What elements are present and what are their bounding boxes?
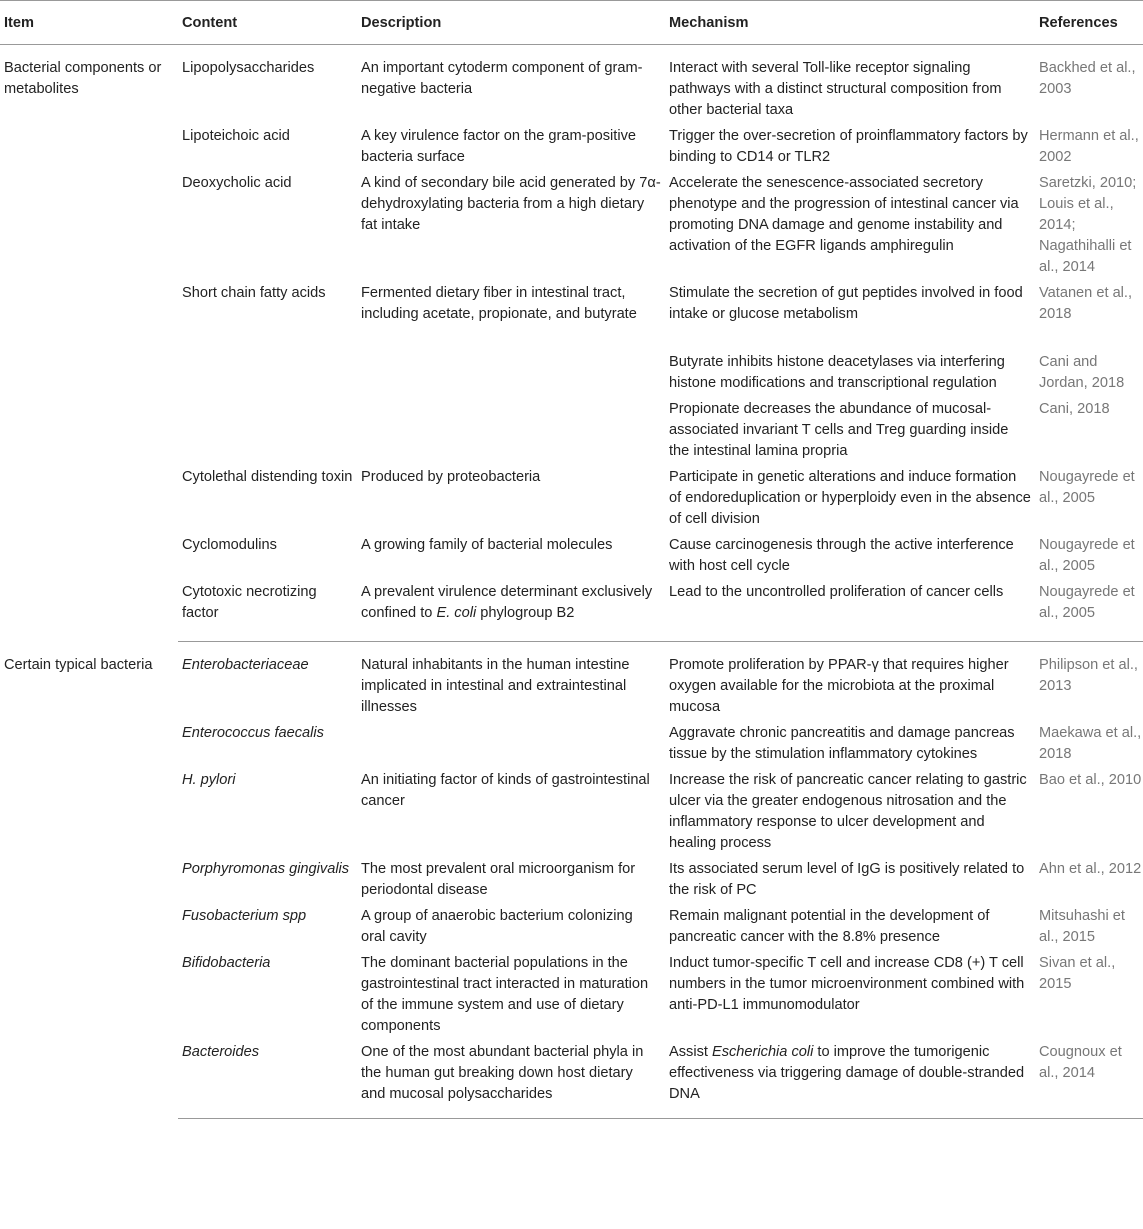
content-cell: Short chain fatty acids: [182, 285, 326, 301]
reference-cell: Cani, 2018: [1039, 401, 1110, 417]
reference-cell: Nougayrede et al., 2005: [1035, 579, 1143, 642]
description-cell: The most prevalent oral microorganism for periodontal disease: [361, 861, 636, 898]
content-cell: Lipopolysaccharides: [182, 60, 315, 76]
reference-cell: Hermann et al., 2002: [1039, 128, 1139, 165]
mechanism-text: Assist: [669, 1044, 712, 1060]
mechanism-cell: Interact with several Toll-like receptor signaling pathways with a distinct structural composition from other bacterial taxa: [669, 60, 1002, 118]
content-cell: Cytolethal distending toxin: [182, 469, 353, 485]
reference-cell: Backhed et al., 2003: [1039, 60, 1136, 97]
description-cell: One of the most abundant bacterial phyla in the human gut breaking down host dietary and mucosal polysaccharides: [357, 1039, 665, 1119]
description-cell: A kind of secondary bile acid generated by 7α-dehydroxylating bacteria from a high dietary fat intake: [361, 175, 661, 233]
content-cell: Bifidobacteria: [182, 955, 271, 971]
reference-cell: Saretzki, 2010; Louis et al., 2014; Nagathihalli et al., 2014: [1039, 175, 1137, 275]
reference-cell: Cougnoux et al., 2014: [1035, 1039, 1143, 1119]
reference-cell: Sivan et al., 2015: [1039, 955, 1116, 992]
table-row: [0, 45, 1143, 124]
description-cell: An initiating factor of kinds of gastrointestinal cancer: [361, 772, 650, 809]
mechanism-cell: Trigger the over-secretion of proinflammatory factors by binding to CD14 or TLR2: [669, 128, 1028, 165]
header-row: [0, 1, 1143, 45]
content-cell: Cytotoxic necrotizing factor: [178, 579, 357, 642]
reference-cell: Nougayrede et al., 2005: [1039, 469, 1135, 506]
mechanism-cell: Induct tumor-specific T cell and increase CD8 (+) T cell numbers in the tumor microenvironment combined with anti-PD-L1 immunomodulator: [669, 955, 1025, 1013]
reference-cell: Vatanen et al., 2018: [1039, 285, 1133, 322]
mechanism-cell: Its associated serum level of IgG is positively related to the risk of PC: [669, 861, 1025, 898]
content-cell: Lipoteichoic acid: [182, 128, 290, 144]
group-item-cell: Bacterial components or metabolites: [4, 60, 162, 97]
mechanism-cell: [665, 1039, 1035, 1119]
header-references: References: [1035, 1, 1143, 45]
description-cell: A key virulence factor on the gram-positive bacteria surface: [361, 128, 636, 165]
mechanism-cell: Remain malignant potential in the development of pancreatic cancer with the 8.8% presence: [669, 908, 990, 945]
description-text: A prevalent virulence determinant exclusively confined to: [361, 584, 653, 621]
reference-cell: Ahn et al., 2012: [1039, 861, 1142, 877]
content-cell: H. pylori: [182, 772, 236, 788]
description-text: phylogroup B2: [476, 605, 575, 621]
description-cell: An important cytoderm component of gram-negative bacteria: [361, 60, 643, 97]
description-cell: [357, 579, 665, 642]
mechanism-cell: Accelerate the senescence-associated secretory phenotype and the progression of intestinal cancer via promoting DNA damage and genome instability and activation of the EGFR ligands amphiregulin: [669, 175, 1019, 254]
description-cell: Natural inhabitants in the human intestine implicated in intestinal and extraintestinal illnesses: [361, 657, 630, 715]
mechanism-cell: Stimulate the secretion of gut peptides involved in food intake or glucose metabolism: [669, 285, 1023, 322]
content-cell: Enterococcus faecalis: [182, 725, 324, 741]
mechanism-cell: Participate in genetic alterations and induce formation of endoreduplication or hyperploidy even in the absence of cell division: [669, 469, 1031, 527]
mechanism-cell: Butyrate inhibits histone deacetylases via interfering histone modifications and transcriptional regulation: [669, 354, 1005, 391]
description-cell: [357, 720, 665, 767]
header-item: Item: [0, 1, 178, 45]
reference-cell: Philipson et al., 2013: [1039, 657, 1138, 694]
header-description: Description: [357, 1, 665, 45]
header-mechanism: Mechanism: [665, 1, 1035, 45]
description-cell: A growing family of bacterial molecules: [361, 537, 613, 553]
content-cell: Porphyromonas gingivalis: [182, 861, 350, 877]
header-content: Content: [178, 1, 357, 45]
species-name: Escherichia coli: [711, 1044, 814, 1060]
content-cell: Deoxycholic acid: [182, 175, 292, 191]
content-cell: Cyclomodulins: [182, 537, 277, 553]
content-cell: Bacteroides: [178, 1039, 357, 1119]
content-cell: Enterobacteriaceae: [182, 657, 309, 673]
description-cell: The dominant bacterial populations in the gastrointestinal tract interacted in maturation of the immune system and use of dietary components: [361, 955, 649, 1034]
description-cell: Fermented dietary fiber in intestinal tract, including acetate, propionate, and butyrate: [361, 285, 637, 322]
table-row: [0, 642, 1143, 721]
content-cell: Fusobacterium spp: [182, 908, 307, 924]
mechanism-cell: Aggravate chronic pancreatitis and damage pancreas tissue by the stimulation inflammatory cytokines: [669, 725, 1015, 762]
mechanism-cell: Increase the risk of pancreatic cancer relating to gastric ulcer via the greater endogenous nitrosation and the inflammatory response to ulcer development and healing process: [669, 772, 1027, 851]
mechanism-text: to improve the tumorigenic effectiveness via triggering damage of double-stranded DNA: [669, 1044, 1025, 1102]
species-name: E. coli: [436, 605, 477, 621]
reference-cell: Maekawa et al., 2018: [1039, 725, 1142, 762]
reference-cell: Mitsuhashi et al., 2015: [1039, 908, 1125, 945]
reference-cell: Cani and Jordan, 2018: [1039, 354, 1125, 391]
reference-cell: Nougayrede et al., 2005: [1039, 537, 1135, 574]
mechanism-cell: Promote proliferation by PPAR-γ that requires higher oxygen available for the microbiota at the proximal mucosa: [669, 657, 1009, 715]
group-item-cell: Certain typical bacteria: [4, 656, 153, 673]
description-cell: A group of anaerobic bacterium colonizing oral cavity: [361, 908, 633, 945]
description-cell: Produced by proteobacteria: [361, 469, 541, 485]
mechanism-cell: Cause carcinogenesis through the active interference with host cell cycle: [669, 537, 1014, 574]
reference-cell: Bao et al., 2010: [1039, 772, 1142, 788]
mechanism-cell: Lead to the uncontrolled proliferation of cancer cells: [665, 579, 1035, 642]
mechanism-cell: Propionate decreases the abundance of mucosal-associated invariant T cells and Treg guarding inside the intestinal lamina propria: [669, 401, 1009, 459]
